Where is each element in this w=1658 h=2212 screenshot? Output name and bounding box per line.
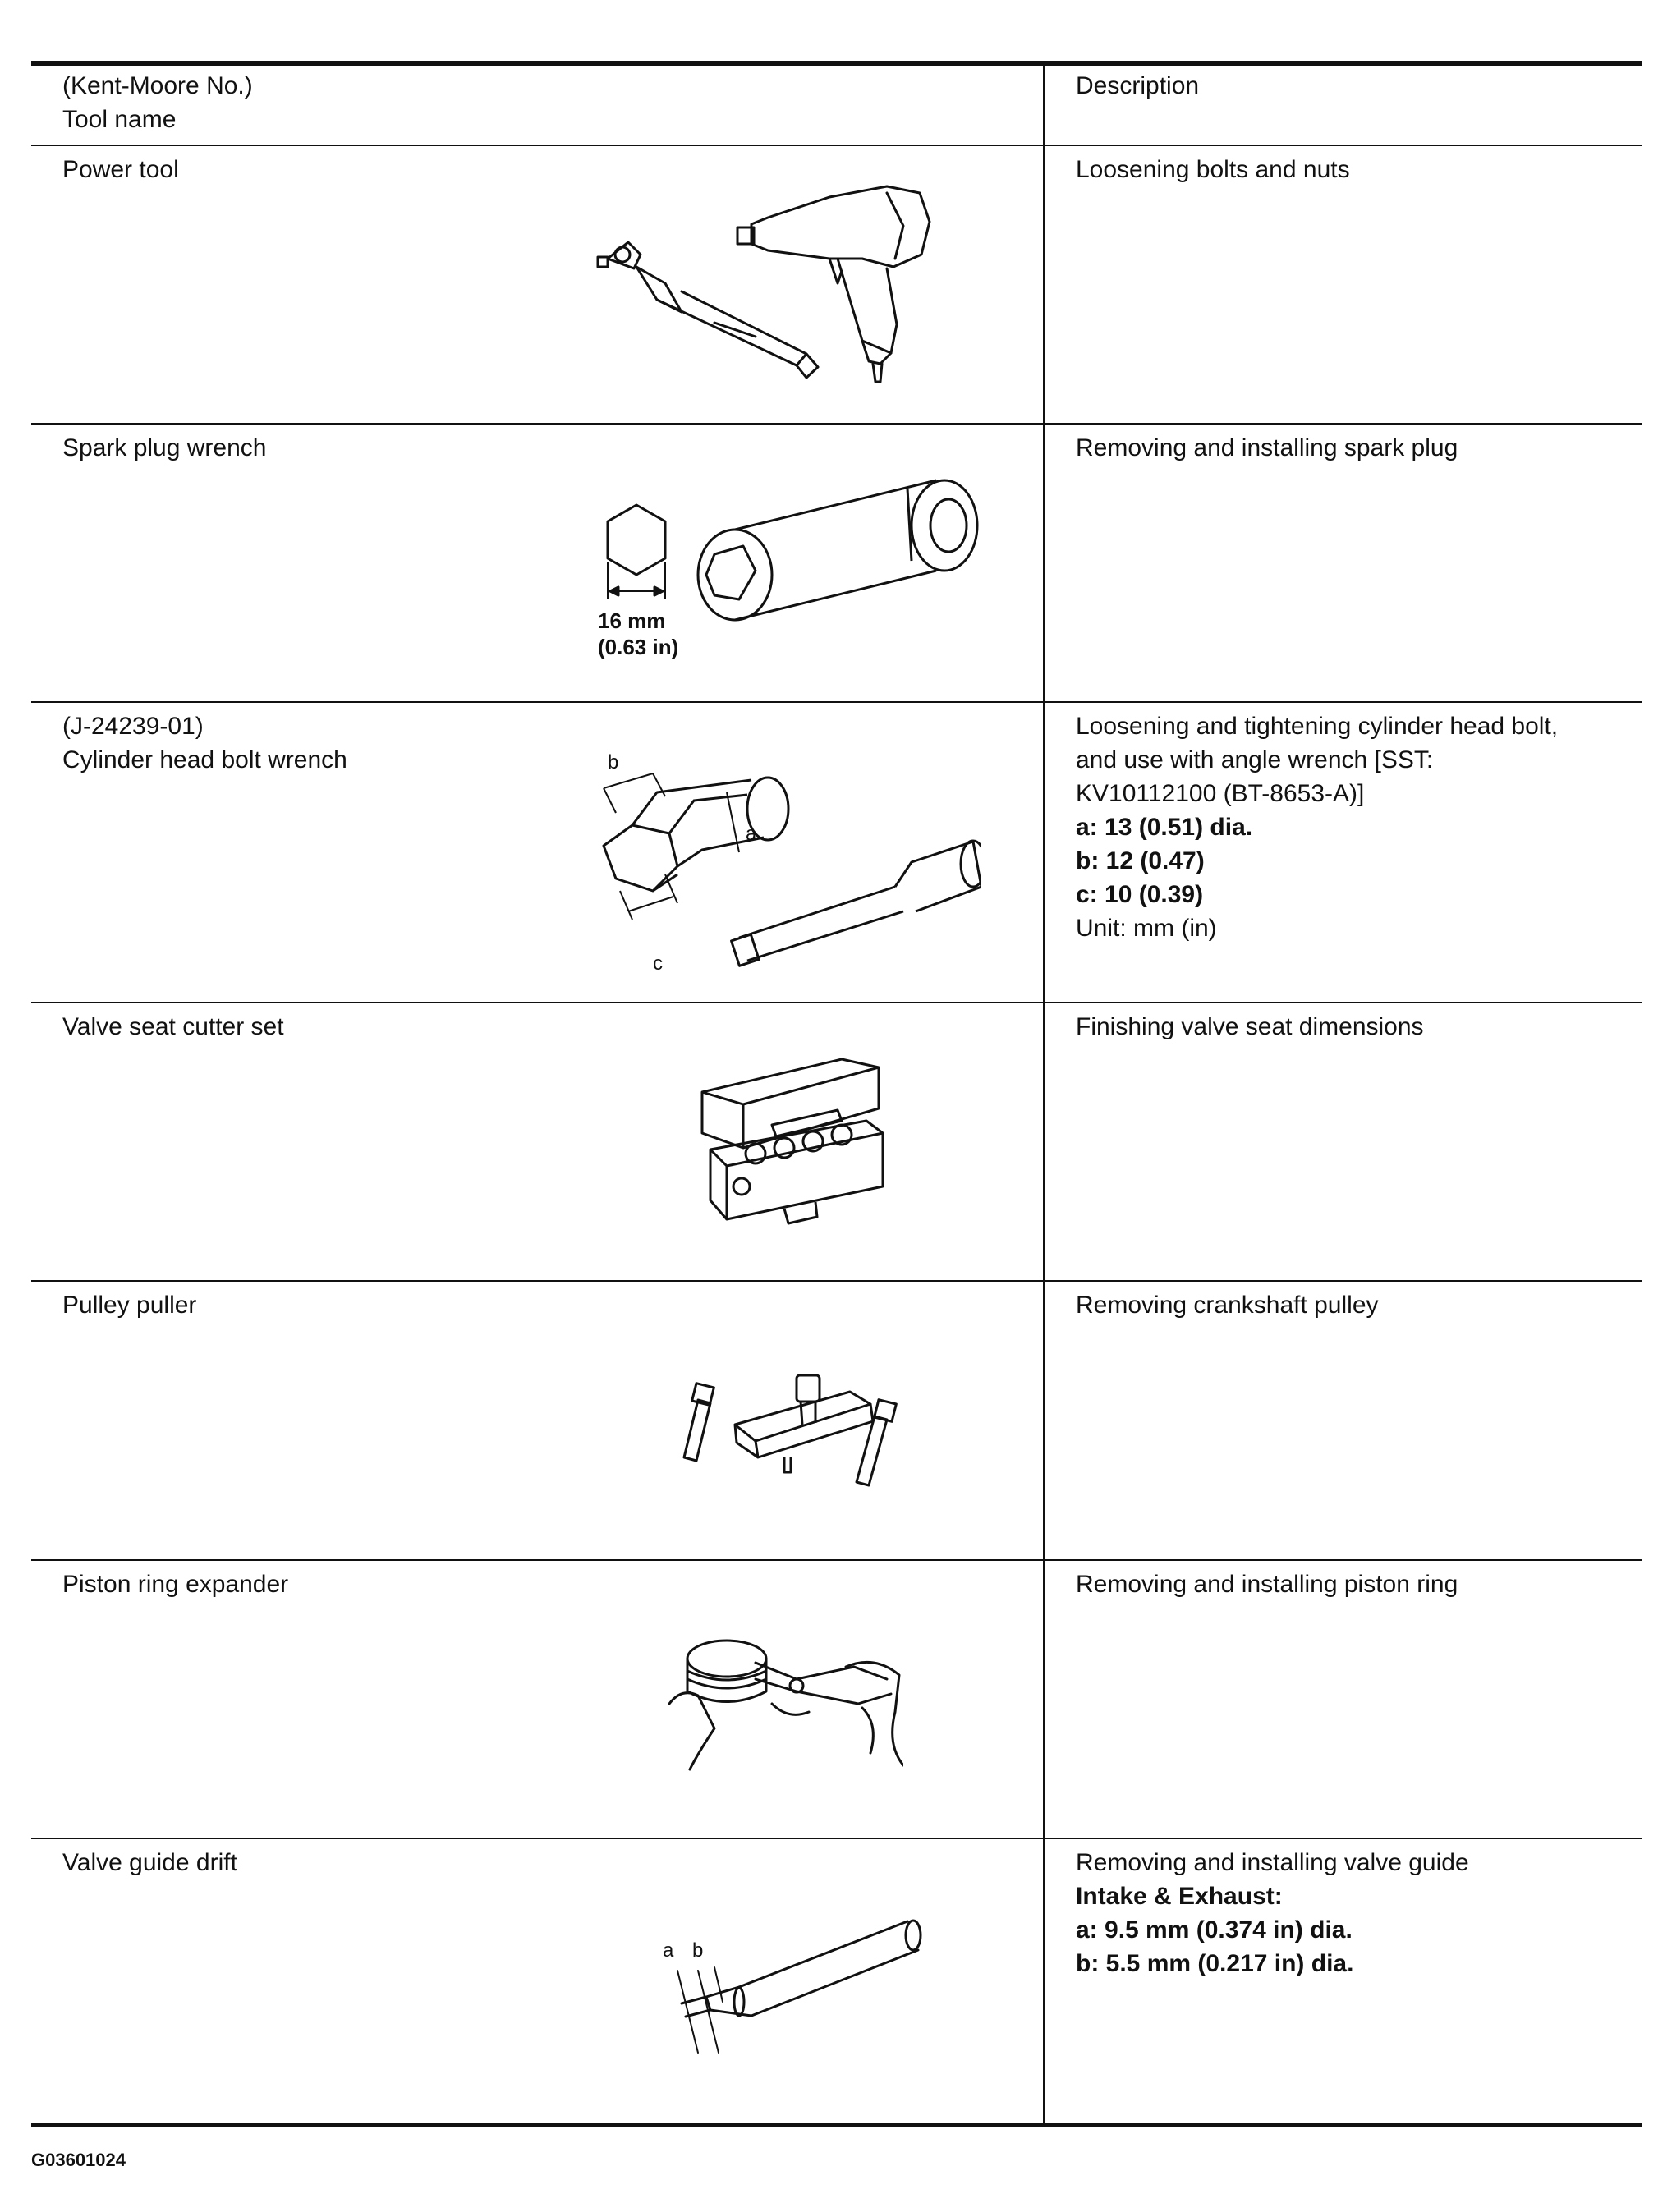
dimension-label-a: a bbox=[663, 1939, 674, 1962]
pulley-puller-icon bbox=[669, 1367, 907, 1490]
tool-description bbox=[1076, 1846, 1469, 1980]
header-bottom-rule bbox=[31, 145, 1642, 146]
row-divider bbox=[31, 1280, 1642, 1282]
cylinder-head-bolt-wrench-icon bbox=[587, 755, 981, 989]
spec-b: b: 12 (0.47) bbox=[1076, 847, 1205, 874]
kent-moore-number: (J-24239-01) bbox=[62, 713, 204, 740]
spec-heading: Intake & Exhaust: bbox=[1076, 1883, 1283, 1910]
tool-description bbox=[1076, 709, 1558, 945]
tool-description: Loosening bolts and nuts bbox=[1076, 156, 1350, 183]
valve-seat-cutter-set-icon bbox=[694, 1051, 891, 1240]
row-divider bbox=[31, 1559, 1642, 1561]
row-divider bbox=[31, 701, 1642, 703]
tool-name: Pulley puller bbox=[62, 1292, 197, 1319]
tool-name: Spark plug wrench bbox=[62, 434, 267, 461]
tool-name: Piston ring expander bbox=[62, 1571, 289, 1598]
unit-note: Unit: mm (in) bbox=[1076, 915, 1217, 942]
power-tool-icon bbox=[591, 177, 953, 390]
column-divider bbox=[1043, 63, 1045, 2127]
row-divider bbox=[31, 423, 1642, 425]
header-tool-name bbox=[62, 69, 253, 136]
tool-description: Removing crankshaft pulley bbox=[1076, 1292, 1379, 1319]
table-top-rule bbox=[31, 61, 1642, 66]
tool-name: Power tool bbox=[62, 156, 179, 183]
tool-name: Cylinder head bolt wrench bbox=[62, 746, 347, 773]
tool-description: Removing and installing spark plug bbox=[1076, 434, 1458, 461]
spec-a: a: 9.5 mm (0.374 in) dia. bbox=[1076, 1916, 1353, 1944]
dimension-label-b: b bbox=[692, 1939, 704, 1962]
description-line: and use with angle wrench [SST: bbox=[1076, 746, 1434, 773]
row-divider bbox=[31, 1838, 1642, 1839]
tool-name: Valve seat cutter set bbox=[62, 1013, 284, 1040]
dimension-label-b: b bbox=[608, 751, 619, 773]
table-bottom-rule bbox=[31, 2123, 1642, 2127]
tool-description: Removing and installing piston ring bbox=[1076, 1571, 1458, 1598]
spark-plug-dimension-in: (0.63 in) bbox=[598, 635, 679, 659]
spec-a: a: 13 (0.51) dia. bbox=[1076, 814, 1253, 841]
description-line: Loosening and tightening cylinder head bolt, bbox=[1076, 713, 1559, 740]
dimension-label-c: c bbox=[653, 952, 663, 975]
header-kent-moore-label: (Kent-Moore No.) bbox=[62, 72, 253, 99]
dimension-label-a: a bbox=[746, 823, 757, 845]
description-line: Removing and installing valve guide bbox=[1076, 1849, 1469, 1876]
row-divider bbox=[31, 1002, 1642, 1003]
description-line: KV10112100 (BT-8653-A)] bbox=[1076, 780, 1365, 807]
spec-b: b: 5.5 mm (0.217 in) dia. bbox=[1076, 1950, 1354, 1977]
figure-code: G03601024 bbox=[31, 2150, 126, 2170]
tool-number-and-name bbox=[62, 709, 347, 777]
header-tool-name-label: Tool name bbox=[62, 106, 177, 133]
tool-name: Valve guide drift bbox=[62, 1849, 237, 1876]
spark-plug-dimension-mm: 16 mm bbox=[598, 608, 666, 633]
header-description: Description bbox=[1076, 72, 1200, 99]
tool-description: Finishing valve seat dimensions bbox=[1076, 1013, 1424, 1040]
spec-c: c: 10 (0.39) bbox=[1076, 881, 1204, 908]
piston-ring-expander-icon bbox=[665, 1630, 903, 1778]
valve-guide-drift-icon bbox=[657, 1905, 928, 2061]
